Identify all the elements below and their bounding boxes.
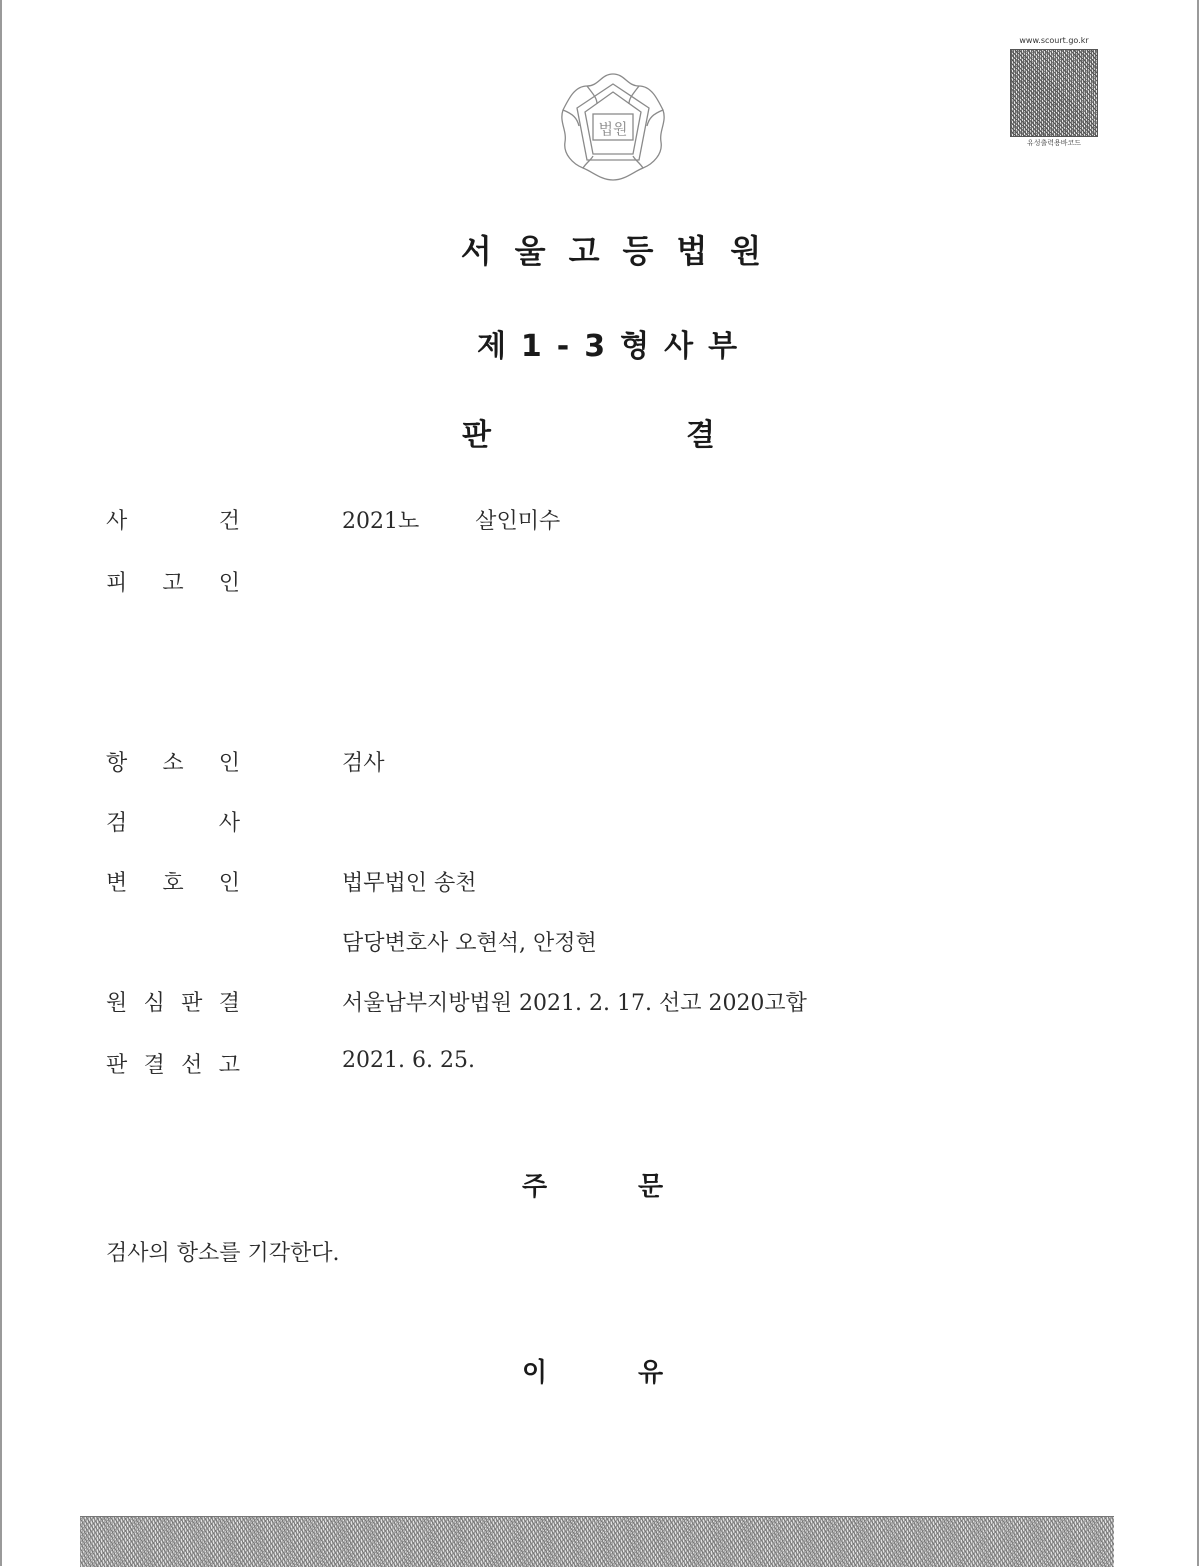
verification-caption: 유성출력용바코드 — [1026, 139, 1082, 147]
field-value: 2021. 6. 25. — [342, 1048, 475, 1073]
field-label — [106, 566, 240, 597]
field-value: 서울남부지방법원 2021. 2. 17. 선고 2020고합 — [342, 991, 807, 1016]
field-label-char: 인 — [218, 751, 240, 776]
reason-heading-second: 유 — [638, 1358, 664, 1388]
reason-heading-first: 이 — [522, 1358, 548, 1388]
field-label-char: 호 — [162, 871, 184, 896]
doc-type-second-char: 결 — [686, 418, 715, 453]
field-label — [106, 504, 240, 535]
court-seal-emblem — [553, 68, 673, 186]
field-label-char: 인 — [218, 871, 240, 896]
field-label-char: 사 — [218, 811, 240, 836]
field-label — [106, 866, 240, 897]
doc-type-first-char: 판 — [462, 418, 491, 453]
seal-text: 법원 — [598, 120, 628, 138]
field-label-char: 사 — [106, 509, 128, 534]
field-label-char: 원 — [106, 991, 128, 1016]
verification-code-block — [1006, 36, 1102, 148]
field-label-char: 항 — [106, 751, 128, 776]
field-label-char: 변 — [106, 871, 128, 896]
field-label — [106, 806, 240, 837]
field-value: 검사 — [342, 751, 385, 776]
field-label-char: 심 — [143, 991, 165, 1016]
field-label — [106, 746, 240, 777]
verification-qr-code — [1010, 49, 1098, 137]
field-label — [106, 986, 240, 1017]
field-label-char: 건 — [218, 509, 240, 534]
field-value: 법무법인 송천 — [342, 871, 477, 896]
order-heading-second: 문 — [638, 1172, 664, 1202]
field-label-char: 피 — [106, 571, 128, 596]
court-name: 서울고등법원 — [460, 232, 785, 270]
field-label-char: 고 — [218, 1053, 240, 1078]
field-label-char: 결 — [143, 1053, 165, 1078]
field-label-char: 선 — [181, 1053, 203, 1078]
field-label-char: 판 — [181, 991, 203, 1016]
field-label-char: 검 — [106, 811, 128, 836]
division-name: 제1-3형사부 — [476, 329, 753, 364]
field-value: 담당변호사 오현석, 안정현 — [342, 931, 597, 956]
field-label-char: 소 — [162, 751, 184, 776]
field-label-char: 고 — [162, 571, 184, 596]
order-text: 검사의 항소를 기각한다. — [106, 1241, 340, 1266]
field-value: 2021노 살인미수 — [342, 509, 561, 534]
verification-url: www.scourt.go.kr — [1019, 36, 1089, 45]
order-heading-first: 주 — [522, 1172, 548, 1202]
field-label-char: 결 — [218, 991, 240, 1016]
field-label-char: 인 — [218, 571, 240, 596]
field-label — [106, 1048, 240, 1079]
field-label-char: 판 — [106, 1053, 128, 1078]
bottom-barcode — [80, 1516, 1114, 1567]
